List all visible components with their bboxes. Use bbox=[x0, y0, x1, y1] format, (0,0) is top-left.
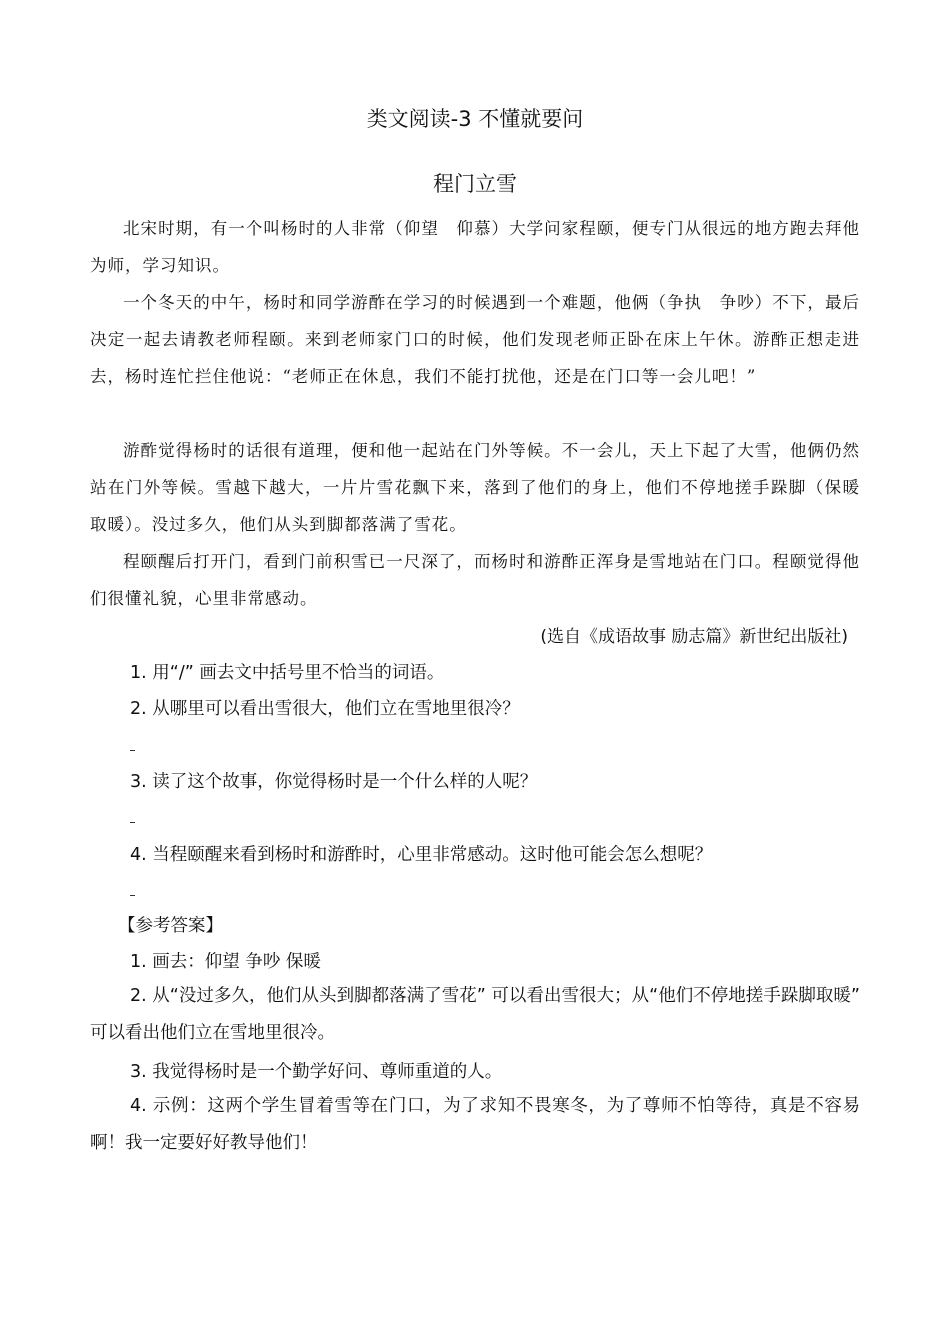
question-2: 2. 从哪里可以看出雪很大，他们立在雪地里很冷？ bbox=[130, 699, 520, 719]
source-citation: (选自《成语故事 励志篇》新世纪出版社) bbox=[540, 627, 848, 647]
story-title: 程门立雪 bbox=[433, 172, 517, 196]
answer-4: 4. 示例：这两个学生冒着雪等在门口，为了求知不畏寒冬，为了尊师不怕等待，真是不容易啊！我一定要好好教导他们！ bbox=[90, 1096, 860, 1153]
answer-3: 3. 我觉得杨时是一个勤学好问、尊师重道的人。 bbox=[130, 1062, 503, 1082]
question-3: 3. 读了这个故事，你觉得杨时是一个什么样的人呢？ bbox=[130, 772, 538, 792]
story-paragraph-3: 游酢觉得杨时的话很有道理，便和他一起站在门外等候。不一会儿，天上下起了大雪，他俩仍然站在门外等候。雪越下越大，一片片雪花飘下来，落到了他们的身上，他们不停地搓手跺脚（保暖 取暖）。没过多久，他们从头到脚都落满了雪花。 bbox=[90, 441, 878, 534]
answer-blank-2 bbox=[130, 750, 135, 751]
story-paragraph-2: 一个冬天的中午，杨时和同学游酢在学习的时候遇到一个难题，他俩（争执 争吵）不下，最后决定一起去请教老师程颐。来到老师家门口的时候，他们发现老师正卧在床上午休。游酢正想走进去，杨时连忙拦住他说：“老师正在休息，我们不能打扰他，还是在门口等一会儿吧！” bbox=[90, 293, 860, 386]
story-paragraph-4: 程颐醒后打开门，看到门前积雪已一尺深了，而杨时和游酢正浑身是雪地站在门口。程颐觉得他们很懂礼貌，心里非常感动。 bbox=[90, 552, 860, 608]
story-paragraph-1: 北宋时期，有一个叫杨时的人非常（仰望 仰慕）大学问家程颐，便专门从很远的地方跑去拜他为师，学习知识。 bbox=[90, 219, 860, 275]
answer-header: 【参考答案】 bbox=[118, 916, 223, 936]
document-title: 类文阅读-3 不懂就要问 bbox=[366, 107, 584, 131]
answer-1: 1. 画去：仰望 争吵 保暖 bbox=[130, 952, 321, 972]
answer-2: 2. 从“没过多久，他们从头到脚都落满了雪花” 可以看出雪很大；从“他们不停地搓手跺脚取暖” 可以看出他们立在雪地里很冷。 bbox=[90, 986, 860, 1043]
answer-blank-4 bbox=[130, 895, 135, 896]
answer-blank-3 bbox=[130, 822, 135, 823]
question-4: 4. 当程颐醒来看到杨时和游酢时，心里非常感动。这时他可能会怎么想呢？ bbox=[130, 845, 713, 865]
question-1: 1. 用“/” 画去文中括号里不恰当的词语。 bbox=[130, 663, 445, 683]
